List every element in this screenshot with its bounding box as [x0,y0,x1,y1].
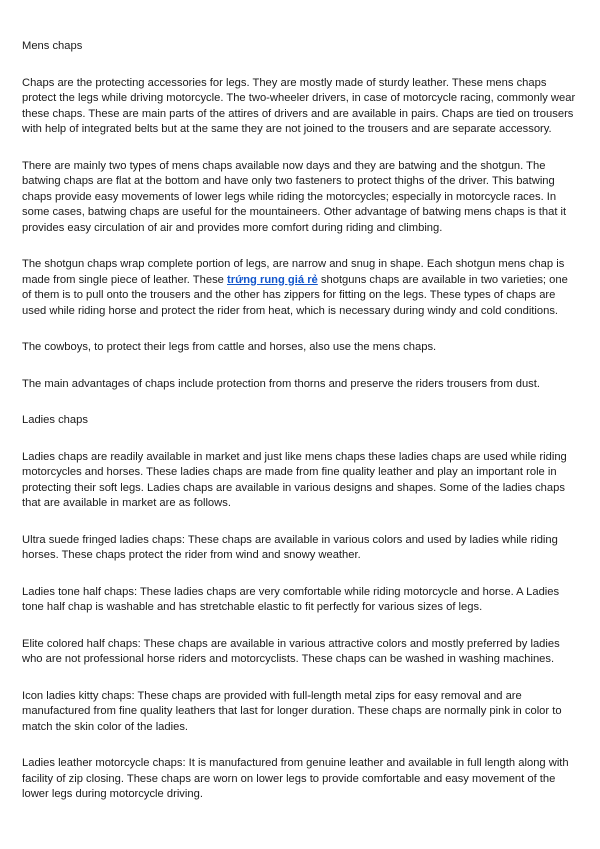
ladies-paragraph-2: Ultra suede fringed ladies chaps: These chaps are available in various colors and used by ladies while riding horses. These chaps protect the rider from wind and snowy weather. [22,533,558,561]
mens-paragraph-2: There are mainly two types of mens chaps available now days and they are batwing and the shotgun. The batwing chaps are flat at the bottom and have only two fasteners to protect thighs of the driver. This batwing chaps provide easy movements of lower legs while riding the motorcycles; especially in motorcycle races. In some cases, batwing chaps are useful for the mountaineers. Other advantage of batwing mens chaps is that it provides easy circulation of air and provides more comfort during riding and climbing. [22,159,567,234]
mens-paragraph-1: Chaps are the protecting accessories for legs. They are mostly made of sturdy leather. These mens chaps protect the legs while driving motorcycle. The two-wheeler drivers, in case of motorcycle racing, commonly wear these chaps. These are main parts of the attires of drivers and are available in pairs. Chaps are tied on trousers with help of integrated belts but at the same they are not joined to the trousers and are separate accessory. [22,76,576,135]
ladies-paragraph-1: Ladies chaps are readily available in market and just like mens chaps these ladies chaps are used while riding motorcycles and horses. These ladies chaps are made from fine quality leather and play an important role in protecting their soft legs. Ladies chaps are available in various designs and shapes. Some of the ladies chaps that are available in market are as follows. [22,450,567,509]
mens-paragraph-3-after-link: shotguns chaps are available in two varieties; one of them is to pull onto the trousers and the other has zippers for fitting on the legs. These types of chaps are used while riding horse and protect the rider from heat, which is necessary during windy and cold conditions. [22,273,568,317]
ladies-paragraph-3: Ladies tone half chaps: These ladies chaps are very comfortable while riding motorcycle and horse. A Ladies tone half chap is washable and has stretchable elastic to fit perfectly for various sizes of legs. [22,585,560,613]
mens-paragraph-3-before-link: The shotgun chaps wrap complete portion of legs, are narrow and snug in shape. Each shotgun mens chap is made from single piece of leather. These [22,258,565,286]
ladies-paragraph-5: Icon ladies kitty chaps: These chaps are provided with full-length metal zips for easy removal and are manufactured from fine quality leathers that last for longer duration. These chaps are normally pink in color to match the skin color of the ladies. [22,689,562,733]
mens-paragraph-5: The main advantages of chaps include protection from thorns and preserve the riders trousers from dust. [22,377,540,390]
mens-chaps-heading: Mens chaps [22,40,83,52]
product-link[interactable]: trứng rung giá rẻ [227,273,318,286]
ladies-paragraph-6: Ladies leather motorcycle chaps: It is manufactured from genuine leather and available in full length along with facility of zip closing. These chaps are worn on lower legs to provide comfortable and easy movement of the lower legs during motorcycle driving. [22,757,569,800]
mens-paragraph-4: The cowboys, to protect their legs from cattle and horses, also use the mens chaps. [22,341,437,353]
mens-paragraph-3 [22,257,578,319]
ladies-chaps-heading: Ladies chaps [22,414,88,426]
ladies-paragraph-4: Elite colored half chaps: These chaps are available in various attractive colors and mostly preferred by ladies who are not professional horse riders and motorcyclists. These chaps can be washed in washing machines. [22,637,560,665]
